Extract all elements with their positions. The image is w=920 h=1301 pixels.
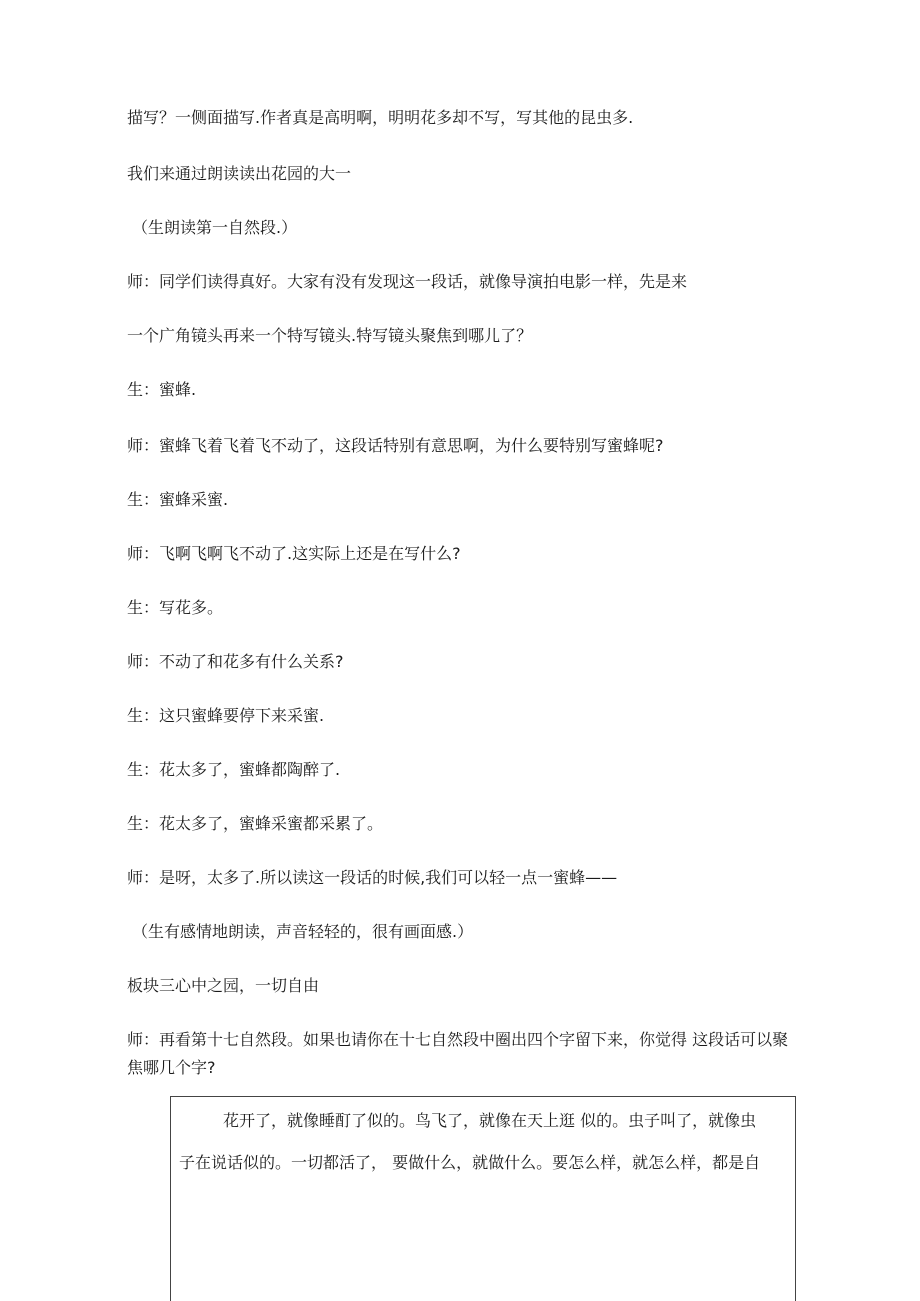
paragraph-16: （生有感情地朗读，声音轻轻的，很有画面感.） xyxy=(132,922,474,941)
paragraph-9: 师：飞啊飞啊飞不动了.这实际上还是在写什么? xyxy=(127,544,461,563)
paragraph-1: 描写？一侧面描写.作者真是高明啊，明明花多却不写，写其他的昆虫多. xyxy=(127,108,634,127)
paragraph-11: 师：不动了和花多有什么关系? xyxy=(127,652,344,671)
paragraph-2: 我们来通过朗读读出花园的大一 xyxy=(127,164,352,183)
section-heading: 板块三心中之园，一切自由 xyxy=(127,976,320,995)
paragraph-15: 师：是呀，太多了.所以读这一段话的时候,我们可以轻一点一蜜蜂—— xyxy=(127,868,618,887)
paragraph-7: 师：蜜蜂飞着飞着飞不动了，这段话特别有意思啊，为什么要特别写蜜蜂呢? xyxy=(127,436,664,455)
paragraph-6: 生：蜜蜂. xyxy=(127,380,197,399)
paragraph-8: 生：蜜蜂采蜜. xyxy=(127,490,229,509)
paragraph-14: 生：花太多了，蜜蜂采蜜都采累了。 xyxy=(127,814,384,833)
paragraph-5: 一个广角镜头再来一个特写镜头.特写镜头聚焦到哪儿了？ xyxy=(127,326,533,345)
quoted-passage-line-2: 子在说话似的。一切都活了， 要做什么，就做什么。要怎么样，就怎么样，都是自 xyxy=(179,1153,761,1172)
paragraph-13: 生：花太多了，蜜蜂都陶醉了. xyxy=(127,760,341,779)
paragraph-3: （生朗读第一自然段.） xyxy=(132,218,298,237)
paragraph-4: 师：同学们读得真好。大家有没有发现这一段话，就像导演拍电影一样，先是来 xyxy=(127,272,688,291)
paragraph-18: 师：再看第十七自然段。如果也请你在十七自然段中圈出四个字留下来，你觉得 这段话可以聚焦哪几个字? xyxy=(127,1030,789,1077)
quoted-passage-box xyxy=(170,1096,796,1301)
quoted-passage-line-1: 花开了，就像睡酊了似的。鸟飞了，就像在天上逛 似的。虫子叫了，就像虫 xyxy=(223,1111,757,1130)
paragraph-10: 生：写花多。 xyxy=(127,598,224,617)
paragraph-12: 生：这只蜜蜂要停下来采蜜. xyxy=(127,706,325,725)
